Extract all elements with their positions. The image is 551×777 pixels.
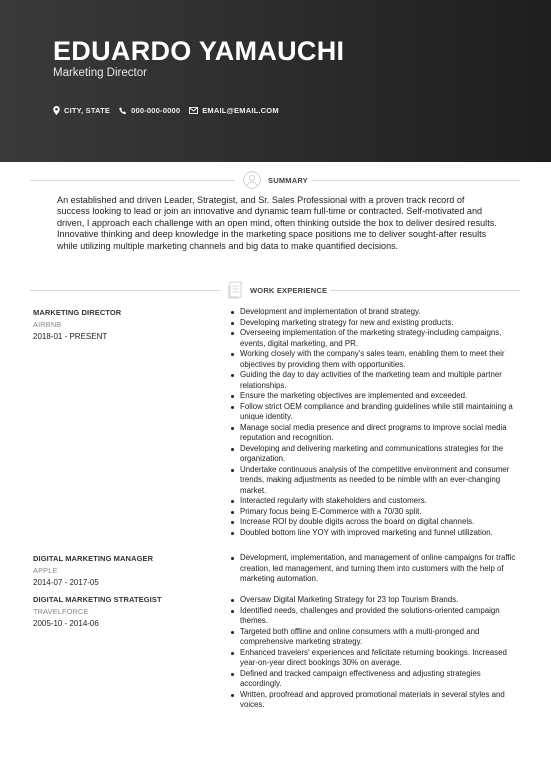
job-dates: 2005-10 - 2014-06 (33, 619, 99, 628)
bullet-list (228, 595, 520, 711)
job-duties-3 (228, 595, 520, 711)
list-item: Ensure the marketing objectives are implemented and exceeded. (228, 391, 520, 402)
summary-heading-label: SUMMARY (268, 176, 308, 185)
list-item: Development, implementation, and management of online campaigns for traffic creation, led management, and turning them into customers with the help of marketing automation. (228, 553, 520, 585)
list-item: Increase ROI by double digits across the board on digital channels. (228, 517, 520, 528)
job-dates: 2018-01 - PRESENT (33, 332, 108, 341)
list-item: Manage social media presence and direct programs to improve social media reputation and recognition. (228, 423, 520, 444)
envelope-icon (189, 107, 198, 114)
phone-icon (119, 107, 127, 115)
job-title: MARKETING DIRECTOR (33, 308, 122, 317)
experience-heading-label: WORK EXPERIENCE (250, 286, 328, 295)
summary-heading (30, 171, 520, 189)
list-item: Guiding the day to day activities of the marketing team and multiple partner relationships. (228, 370, 520, 391)
resume-header (0, 0, 551, 162)
contact-info (53, 106, 288, 115)
bullet-list (228, 553, 520, 585)
job-company: APPLE (33, 566, 58, 575)
job-duties-2 (228, 553, 520, 585)
job-dates: 2014-07 - 2017-05 (33, 578, 99, 587)
list-item: Defined and tracked campaign effectiveness and adjusting strategies accordingly. (228, 669, 520, 690)
job-info-2 (33, 554, 203, 587)
document-icon (228, 281, 244, 299)
list-item: Enhanced travelers' experiences and felicitate returning bookings. Increased year-on-year direct bookings 30% on average. (228, 648, 520, 669)
candidate-name: EDUARDO YAMAUCHI (53, 36, 345, 66)
list-item: Developing marketing strategy for new and existing products. (228, 318, 520, 329)
location-pin-icon (53, 106, 60, 115)
job-title: DIGITAL MARKETING STRATEGIST (33, 595, 162, 604)
list-item: Development and implementation of brand strategy. (228, 307, 520, 318)
list-item: Identified needs, challenges and provided the solutions-oriented campaign themes. (228, 606, 520, 627)
email-text[interactable]: EMAIL@EMAIL.COM (202, 106, 279, 115)
list-item: Undertake continuous analysis of the competitive environment and consumer trends, making adjustments as needed to be nimble with an ever-changing market. (228, 465, 520, 497)
job-title: DIGITAL MARKETING MANAGER (33, 554, 154, 563)
summary-text: An established and driven Leader, Strategist, and Sr. Sales Professional with a proven track record of success looking to lead or join an innovative and dynamic team full-time or contracted. Self-motivated and driven, I approach each challenge with an open mind, often thinking outside the box to deliver desired results. Innovative thinking and deep knowledge in the marketing space positions me to deliver sought-after results while utilizing multiple marketing channels and big data to make quantified decisions. (57, 195, 497, 251)
list-item: Doubled bottom line YOY with improved marketing and funnel utilization. (228, 528, 520, 539)
list-item: Targeted both offline and online consumers with a multi-pronged and comprehensive marketing strategy. (228, 627, 520, 648)
list-item: Follow strict OEM compliance and branding guidelines while still maintaining a unique identity. (228, 402, 520, 423)
contact-phone (119, 106, 180, 115)
experience-heading (30, 281, 520, 299)
list-item: Written, proofread and approved promotional materials in several styles and voices. (228, 690, 520, 711)
list-item: Overseeing implementation of the marketing strategy-including campaigns, events, digital marketing, and PR. (228, 328, 520, 349)
location-text: CITY, STATE (64, 106, 111, 115)
phone-text: 000-000-0000 (131, 106, 181, 115)
job-company: AIRBNB (33, 320, 62, 329)
job-company: TRAVELFORCE (33, 607, 89, 616)
list-item: Working closely with the company's sales team, enabling them to meet their objectives by providing them with opportunities. (228, 349, 520, 370)
bullet-list (228, 307, 520, 538)
contact-location (53, 106, 110, 115)
candidate-title: Marketing Director (53, 67, 147, 79)
job-info-1 (33, 308, 203, 341)
person-icon (242, 171, 262, 189)
job-duties-1 (228, 307, 520, 538)
list-item: Primary focus being E-Commerce with a 70/30 split. (228, 507, 520, 518)
list-item: Developing and delivering marketing and communications strategies for the organization. (228, 444, 520, 465)
job-info-3 (33, 595, 203, 628)
contact-email[interactable] (189, 106, 279, 115)
list-item: Oversaw Digital Marketing Strategy for 23 top Tourism Brands. (228, 595, 520, 606)
list-item: Interacted regularly with stakeholders and customers. (228, 496, 520, 507)
